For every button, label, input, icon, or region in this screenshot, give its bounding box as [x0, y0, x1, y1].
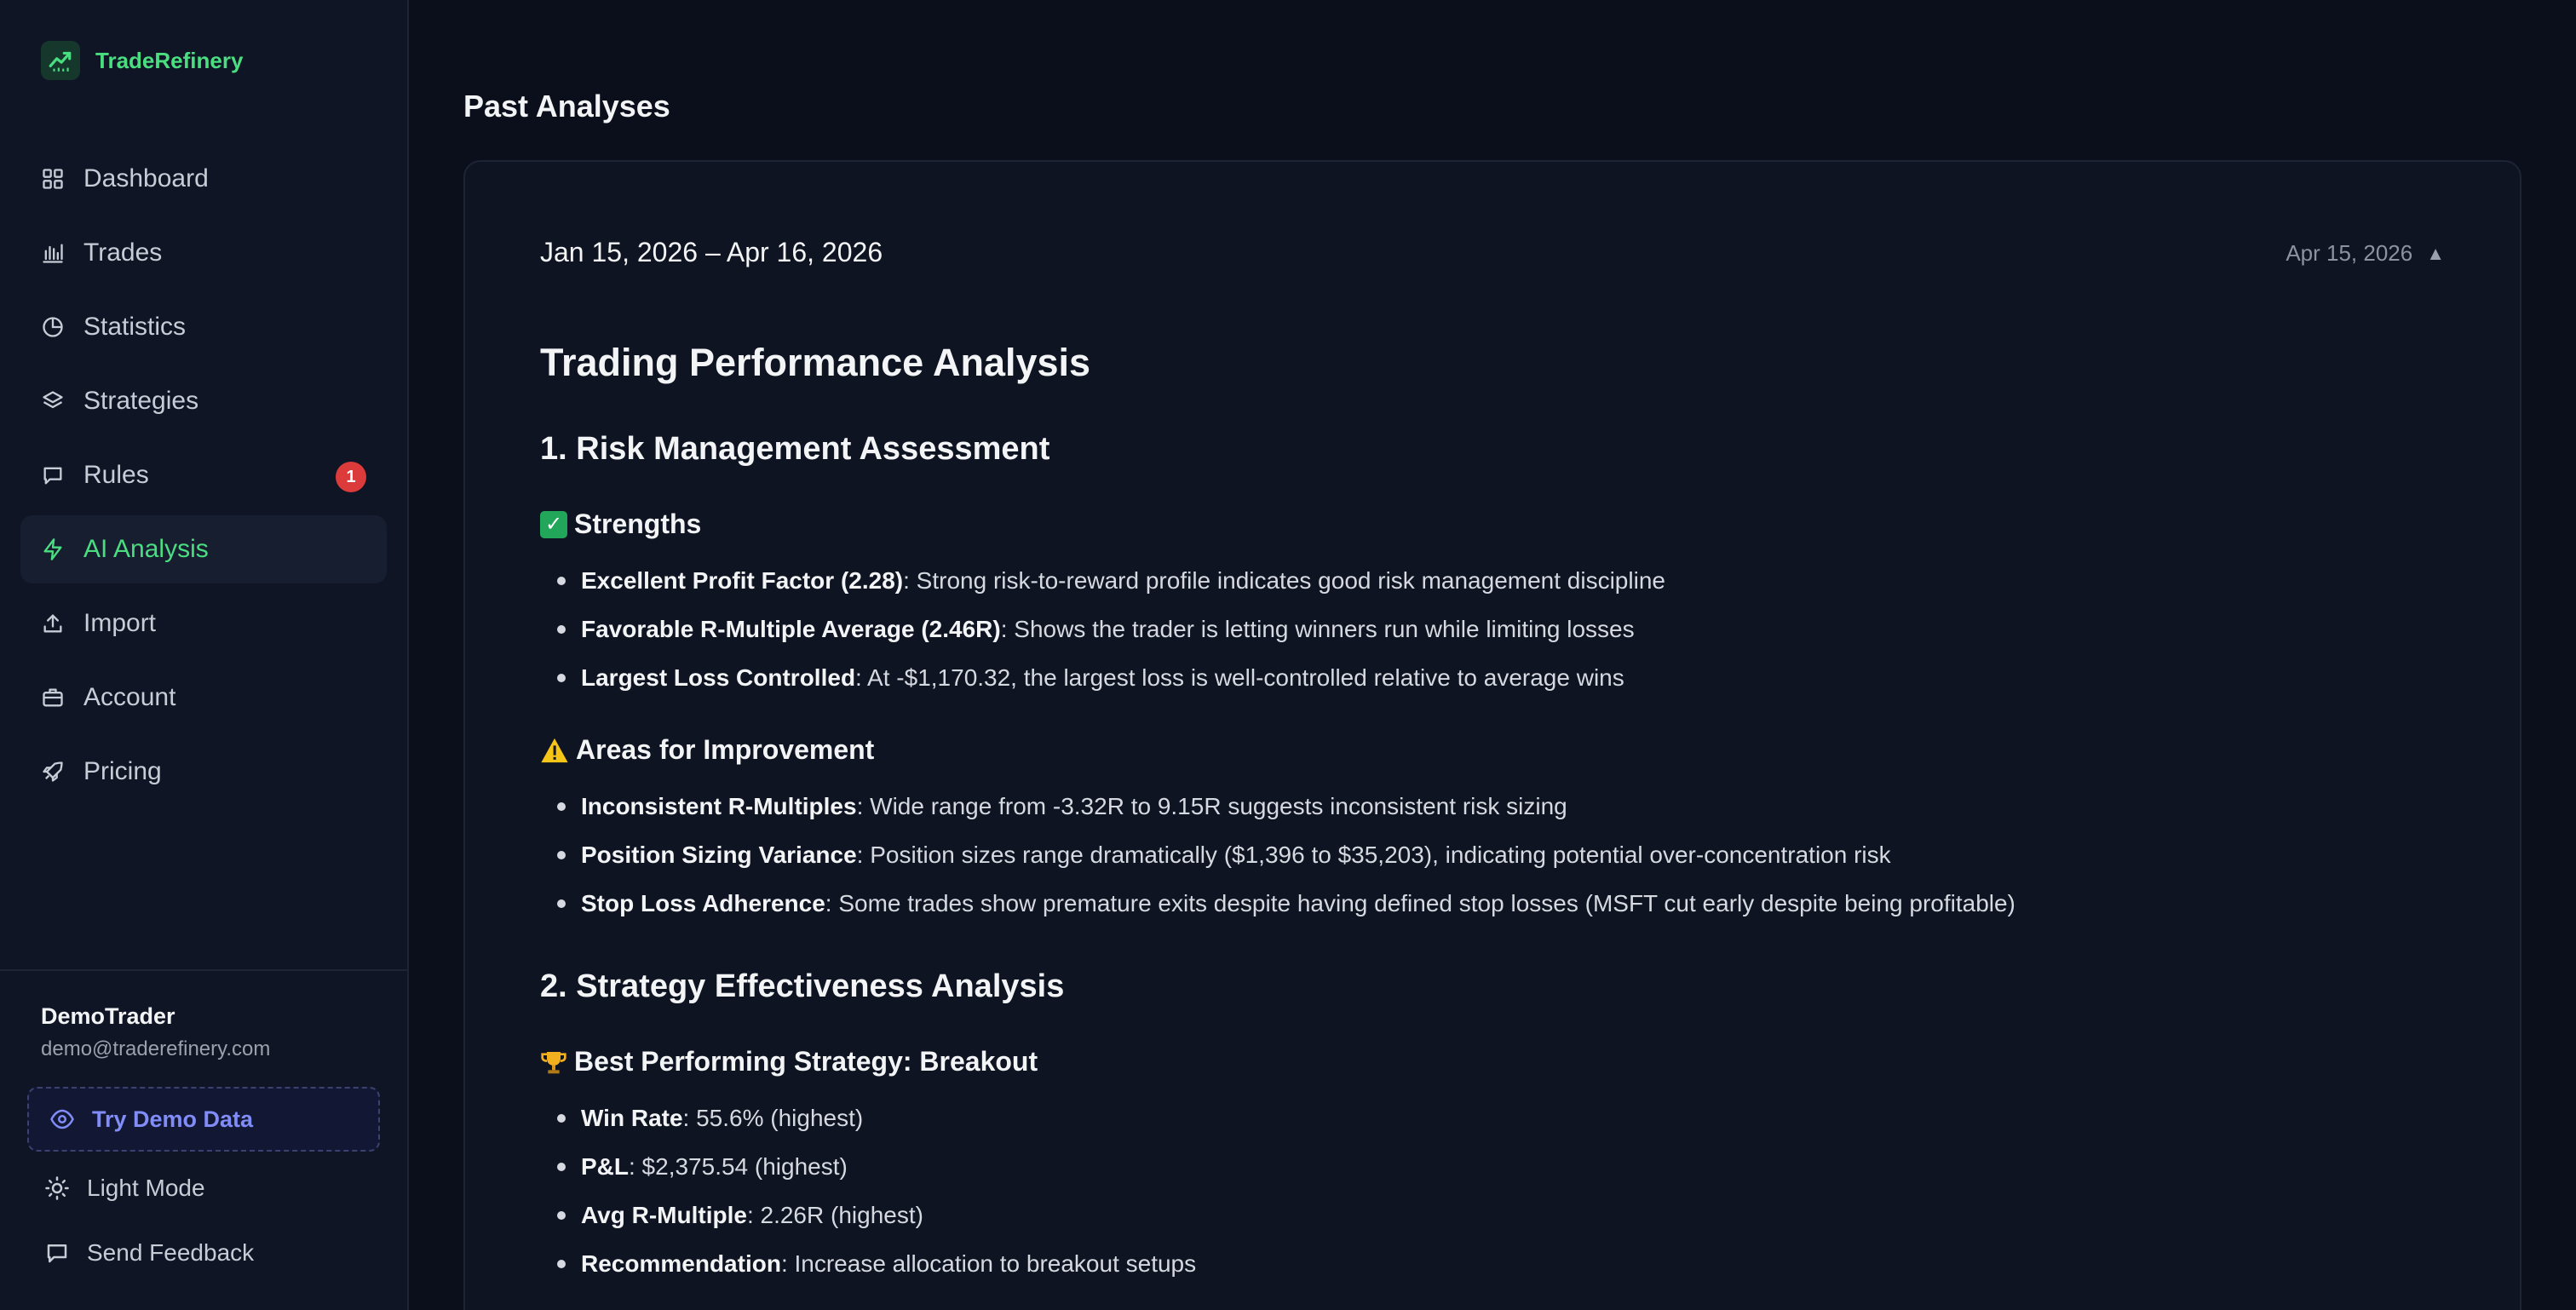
best-strategy-title: Best Performing Strategy: Breakout — [574, 1046, 1038, 1077]
grid-icon — [41, 167, 65, 191]
list-item — [557, 1202, 923, 1229]
sidebar-item-import[interactable] — [20, 589, 387, 658]
send-feedback-button[interactable] — [44, 1232, 254, 1274]
sidebar-item-label: Import — [83, 609, 157, 637]
sidebar-nav — [20, 145, 387, 812]
sidebar-item-label: Dashboard — [83, 164, 209, 192]
list-item-text: : Increase allocation to breakout setups — [780, 1250, 1197, 1277]
bullet — [557, 1211, 566, 1220]
analysis-toggle[interactable] — [2286, 240, 2445, 267]
try-demo-data-button[interactable] — [27, 1087, 380, 1152]
bullet — [557, 851, 566, 859]
list-item-bold: Favorable R-Multiple Average (2.46R) — [581, 616, 1001, 642]
list-item-text: : Shows the trader is letting winners run while limiting losses — [1000, 616, 1635, 642]
list-item-bold: Recommendation — [581, 1250, 781, 1277]
list-item-bold: Win Rate — [581, 1105, 683, 1131]
list-item — [557, 793, 1567, 820]
list-item-text: : 55.6% (highest) — [682, 1105, 864, 1131]
list-item — [557, 1250, 1196, 1278]
list-item — [557, 1105, 863, 1132]
trophy-icon — [540, 1049, 567, 1076]
pie-icon — [41, 315, 65, 339]
analysis-created-date: Apr 15, 2026 — [2286, 240, 2413, 266]
bullet — [557, 1114, 566, 1123]
sidebar-item-strategies[interactable] — [20, 367, 387, 435]
sidebar — [0, 0, 409, 1310]
collapse-icon: ▲ — [2426, 242, 2445, 264]
list-item-text: : Wide range from -3.32R to 9.15R suggests inconsistent risk sizing — [856, 793, 1567, 819]
user-email: demo@traderefinery.com — [41, 1037, 271, 1060]
send-feedback-label: Send Feedback — [87, 1239, 255, 1266]
message-icon — [41, 463, 65, 487]
light-mode-button[interactable] — [44, 1167, 205, 1209]
briefcase-icon — [41, 686, 65, 710]
list-item-text: : Position sizes range dramatically ($1,396 to $35,203), indicating potential over-concentration risk — [856, 842, 1891, 868]
strengths-heading — [540, 508, 701, 540]
sidebar-item-label: Rules — [83, 461, 149, 489]
bullet — [557, 802, 566, 811]
check-icon: ✓ — [540, 511, 567, 538]
sidebar-item-ai-analysis[interactable] — [20, 515, 387, 583]
sidebar-item-label: AI Analysis — [83, 535, 209, 563]
main-content — [409, 0, 2576, 1310]
sidebar-item-trades[interactable] — [20, 219, 387, 287]
message-icon — [44, 1240, 70, 1266]
user-name: DemoTrader — [41, 1003, 175, 1029]
list-item-text: : Strong risk-to-reward profile indicates good risk management discipline — [903, 567, 1665, 594]
bullet — [557, 1163, 566, 1171]
list-item — [557, 664, 1624, 692]
eye-icon — [49, 1106, 75, 1132]
list-item — [557, 842, 1891, 869]
list-item-bold: Excellent Profit Factor (2.28) — [581, 567, 904, 594]
analysis-card — [463, 160, 2521, 1310]
page-title: Past Analyses — [463, 89, 670, 124]
upload-icon — [41, 612, 65, 635]
section-risk-title: 1. Risk Management Assessment — [540, 431, 1050, 467]
bolt-icon — [41, 537, 65, 561]
bars-icon — [41, 241, 65, 265]
list-item-bold: Inconsistent R-Multiples — [581, 793, 857, 819]
rocket-icon — [41, 760, 65, 784]
list-item — [557, 890, 2015, 917]
list-item — [557, 1153, 848, 1181]
sidebar-item-label: Statistics — [83, 313, 187, 341]
bullet — [557, 577, 566, 585]
sidebar-item-dashboard[interactable] — [20, 145, 387, 213]
warning-icon — [540, 737, 569, 764]
list-item-text: : At -$1,170.32, the largest loss is well-controlled relative to average wins — [855, 664, 1624, 691]
brand-name: TradeRefinery — [95, 47, 244, 73]
list-item-bold: Stop Loss Adherence — [581, 890, 825, 916]
sidebar-item-label: Strategies — [83, 387, 199, 415]
bullet — [557, 625, 566, 634]
list-item-text: : Some trades show premature exits despite having defined stop losses (MSFT cut early despite being profitable) — [825, 890, 2015, 916]
sidebar-item-account[interactable] — [20, 664, 387, 732]
bullet — [557, 674, 566, 682]
sidebar-item-pricing[interactable] — [20, 738, 387, 806]
sidebar-item-statistics[interactable] — [20, 293, 387, 361]
sun-icon — [44, 1175, 70, 1201]
list-item-bold: Avg R-Multiple — [581, 1202, 747, 1228]
section-strategy-title: 2. Strategy Effectiveness Analysis — [540, 968, 1065, 1004]
bullet — [557, 899, 566, 908]
analysis-date-range: Jan 15, 2026 – Apr 16, 2026 — [540, 237, 883, 267]
improvement-title: Areas for Improvement — [576, 734, 875, 765]
layers-icon — [41, 389, 65, 413]
list-item — [557, 616, 1635, 643]
sidebar-item-label: Trades — [83, 238, 163, 267]
light-mode-label: Light Mode — [87, 1175, 205, 1201]
sidebar-item-rules[interactable] — [20, 441, 387, 509]
sidebar-footer — [0, 969, 407, 1310]
rules-count-badge: 1 — [336, 462, 366, 492]
list-item-bold: P&L — [581, 1153, 629, 1180]
logo-chart-icon — [41, 41, 80, 80]
try-demo-data-label: Try Demo Data — [92, 1106, 254, 1132]
list-item-bold: Largest Loss Controlled — [581, 664, 856, 691]
list-item-bold: Position Sizing Variance — [581, 842, 857, 868]
analysis-heading: Trading Performance Analysis — [540, 341, 1091, 384]
best-strategy-heading — [540, 1046, 1038, 1077]
strengths-title: Strengths — [574, 508, 702, 539]
list-item — [557, 567, 1665, 595]
improvement-heading — [540, 734, 874, 766]
bullet — [557, 1260, 566, 1268]
sidebar-item-label: Account — [83, 683, 176, 711]
sidebar-item-label: Pricing — [83, 757, 162, 785]
list-item-text: : $2,375.54 (highest) — [629, 1153, 848, 1180]
list-item-text: : 2.26R (highest) — [746, 1202, 923, 1228]
brand[interactable] — [41, 39, 243, 82]
